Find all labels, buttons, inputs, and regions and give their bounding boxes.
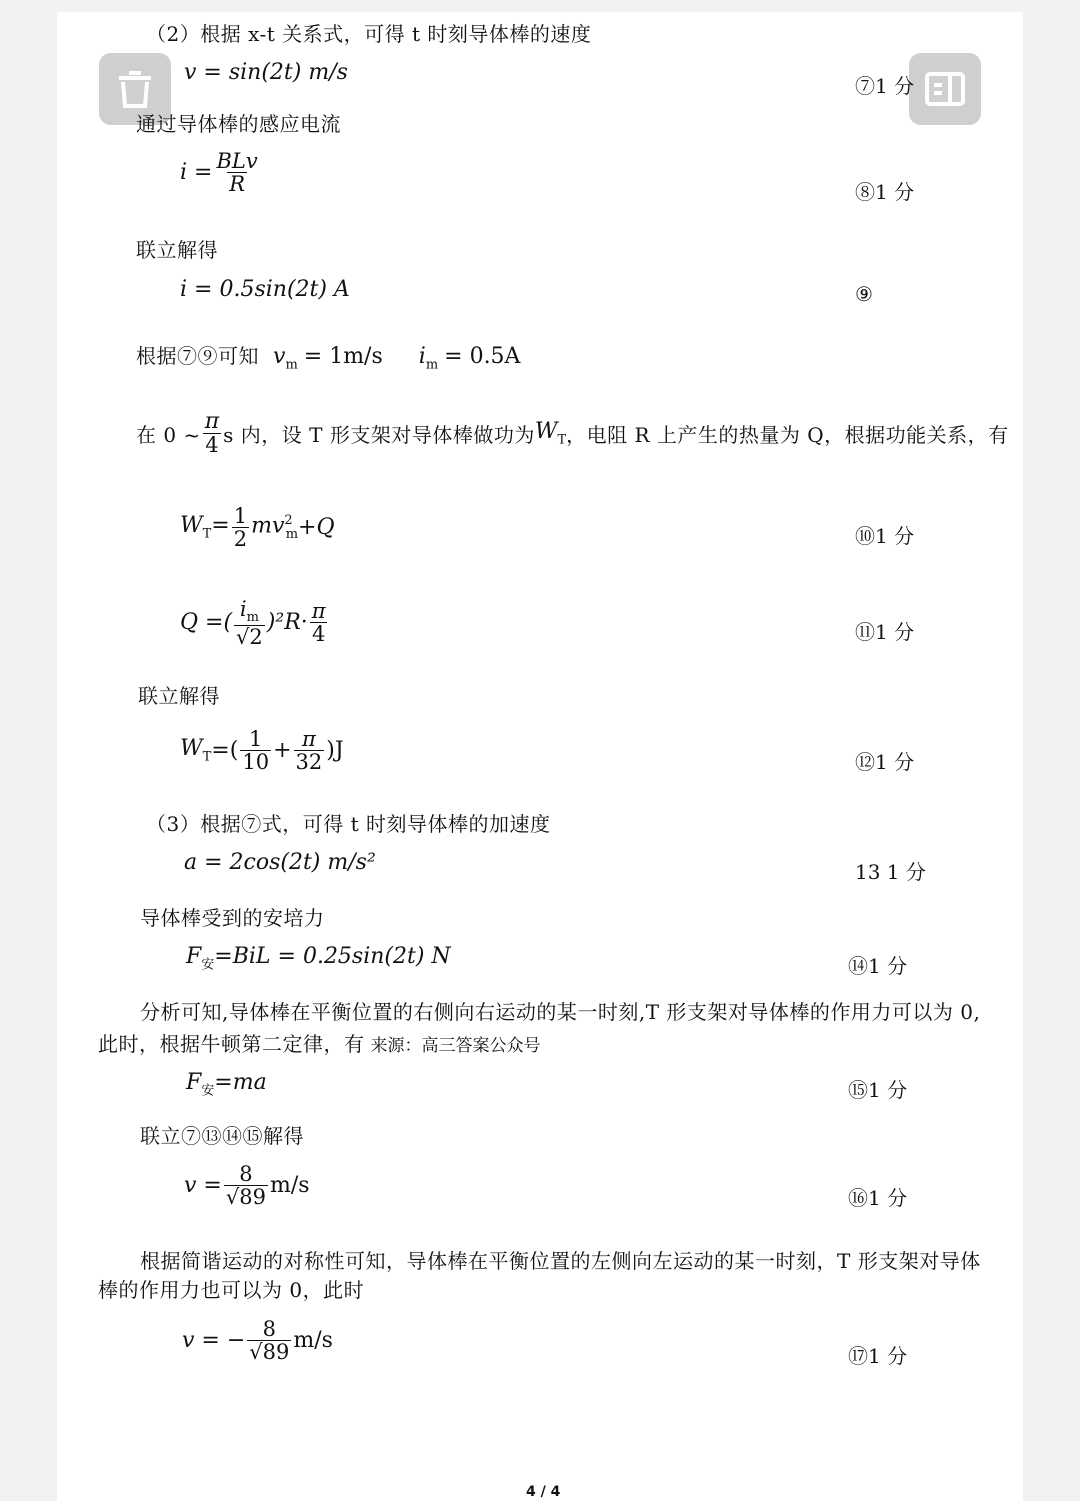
split-view-button[interactable] xyxy=(909,53,981,125)
equation-7: v = sin(2t) m/s xyxy=(184,60,348,85)
equation-13: a = 2cos(2t) m/s² xyxy=(184,850,376,875)
im-symbol: $i_m$ xyxy=(418,344,439,373)
page-number: 4 / 4 xyxy=(526,1484,561,1500)
eq14-rest: =BiL = 0.25sin(2t) N xyxy=(214,944,451,969)
eq8-lhs: i = xyxy=(180,160,213,186)
eq17-fraction: $\frac{8}{√89}$ xyxy=(249,1317,290,1365)
score-16: ⑯1 分 xyxy=(848,1186,908,1210)
line8-part-b: s 内，设 T 形支架对导体棒做功为 xyxy=(223,422,535,447)
eq11-fraction: $\frac{i_m}{√2}$ xyxy=(236,597,263,649)
eq8-fraction xyxy=(214,150,259,195)
score-7: ⑦1 分 xyxy=(855,74,915,98)
equation-10 xyxy=(180,505,335,550)
line7-text: 根据⑦⑨可知 xyxy=(136,344,259,368)
score-12: ⑫1 分 xyxy=(855,750,915,774)
text-line-18: 此时，根据牛顿第二定律，有 来源：高三答案公众号 xyxy=(98,1032,541,1056)
eq12-frac-a: $\frac{1}{10}$ xyxy=(242,727,270,775)
equation-17: v = − $\frac{8}{√89}$ m/s xyxy=(182,1317,333,1365)
text-line-7 xyxy=(136,340,520,372)
score-13: 13 1 分 xyxy=(855,860,926,884)
vm-value: = 1m/s xyxy=(303,344,383,369)
equation-15: $F_安$ =ma xyxy=(186,1070,267,1099)
equation-11 xyxy=(180,598,330,648)
equation-12: $W_T$ =( $\frac{1}{10}$ + $\frac{\pi}{32}$ )J xyxy=(180,727,344,775)
line8-part-a: 在 0 ~ xyxy=(136,422,201,447)
score-10: ⑩1 分 xyxy=(855,524,915,548)
score-8: ⑧1 分 xyxy=(855,180,915,204)
eq16-fraction: $\frac{8}{√89}$ xyxy=(225,1162,266,1210)
text-line-1: （2）根据 x-t 关系式，可得 t 时刻导体棒的速度 xyxy=(146,22,592,46)
equation-9: i = 0.5sin(2t) A xyxy=(180,277,350,302)
text-line-8 xyxy=(136,410,1009,456)
f-an-symbol: $F_安$ xyxy=(186,944,215,973)
eq11-q: Q =( xyxy=(180,610,233,636)
equation-8 xyxy=(180,150,262,195)
line8-pi: π xyxy=(204,409,220,434)
score-17: ⑰1 分 xyxy=(848,1344,908,1368)
eq10-lhs: $W_T=$ xyxy=(180,513,230,542)
source-note: 来源：高三答案公众号 xyxy=(370,1036,541,1056)
eq11-rest: )²R· xyxy=(266,610,308,636)
text-line-17: 分析可知,导体棒在平衡位置的右侧向右运动的某一时刻,T 形支架对导体棒的作用力可以为 0, xyxy=(140,1000,981,1024)
score-9: ⑨ xyxy=(855,282,873,306)
split-view-icon xyxy=(924,71,966,107)
eq10-half: $\frac{1}{2}$ xyxy=(233,504,248,552)
eq11-pi-four: $\frac{\pi}{4}$ xyxy=(311,599,326,647)
vm-symbol: $v_m$ xyxy=(273,344,298,373)
line8-fraction xyxy=(203,410,221,456)
eq10-mv: $mv^2_m$ xyxy=(251,513,299,542)
text-line-3: 通过导体棒的感应电流 xyxy=(136,112,341,136)
text-line-15: 导体棒受到的安培力 xyxy=(140,906,325,930)
eq12-frac-b: $\frac{\pi}{32}$ xyxy=(295,727,323,775)
im-value: = 0.5A xyxy=(444,344,521,369)
score-11: ⑪1 分 xyxy=(855,620,915,644)
equation-14 xyxy=(186,944,451,972)
equation-16: v = $\frac{8}{√89}$ m/s xyxy=(184,1162,310,1210)
score-15: ⑮1 分 xyxy=(848,1078,908,1102)
wt-symbol: $W_T$ xyxy=(534,418,567,448)
eq8-denominator: R xyxy=(229,172,245,197)
text-line-22: 根据简谐运动的对称性可知，导体棒在平衡位置的左侧向左运动的某一时刻，T 形支架对导体 xyxy=(140,1249,981,1273)
text-line-11: 联立解得 xyxy=(138,684,220,708)
text-line-13: （3）根据⑦式，可得 t 时刻导体棒的加速度 xyxy=(146,812,551,836)
eq12-lhs: $W_T$ xyxy=(180,736,212,765)
text-line-23: 棒的作用力也可以为 0，此时 xyxy=(98,1278,365,1302)
eq10-rest: +Q xyxy=(298,515,335,541)
line8-part-c: ，电阻 R 上产生的热量为 Q，根据功能关系，有 xyxy=(566,422,1009,447)
text-line-5: 联立解得 xyxy=(136,238,218,262)
eq8-numerator: BLv xyxy=(216,149,258,173)
trash-icon xyxy=(115,68,155,110)
line8-four: 4 xyxy=(205,433,219,458)
score-14: ⑭1 分 xyxy=(848,954,908,978)
text-line-20: 联立⑦⑬⑭⑮解得 xyxy=(140,1124,304,1148)
